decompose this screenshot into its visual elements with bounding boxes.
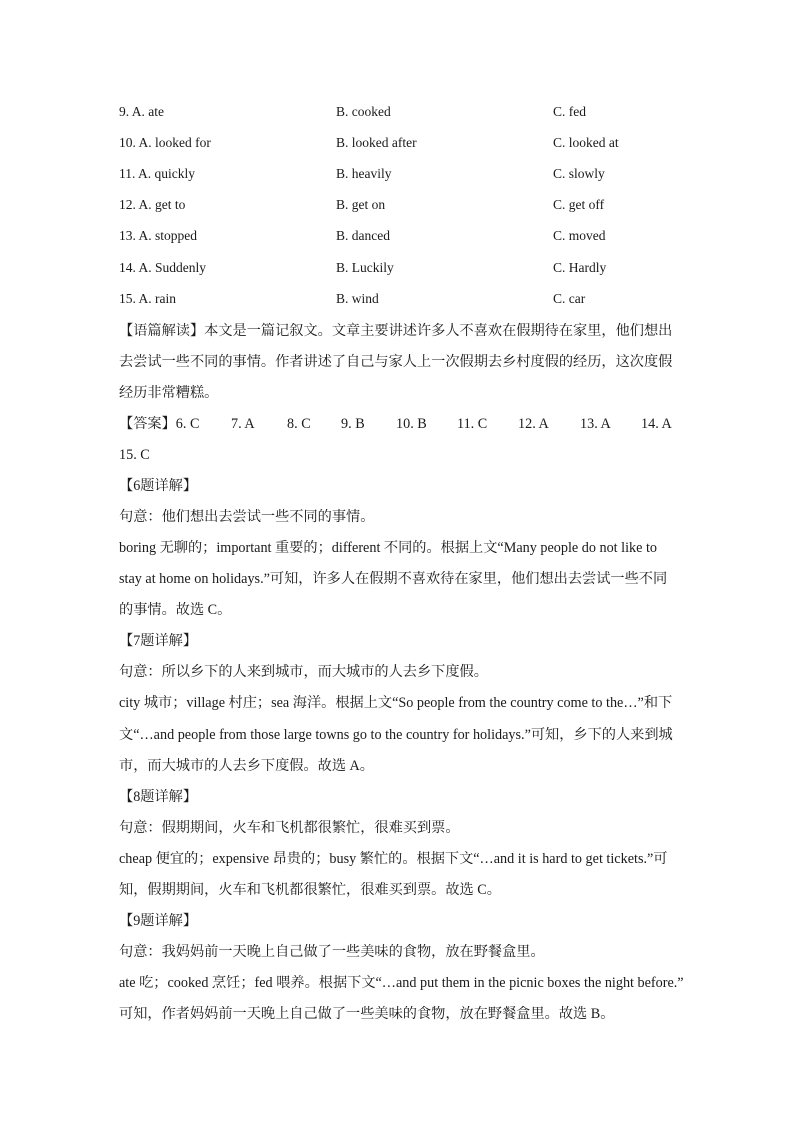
option-a: 9. A. ate (119, 104, 164, 119)
option-row-13 (119, 226, 679, 246)
answer-item: 8. C (287, 416, 311, 432)
answer-item: 11. C (457, 416, 488, 432)
option-b: B. danced (336, 228, 390, 243)
explanation-line: stay at home on holidays.”可知，许多人在假期不喜欢待在家里，他们想出去尝试一些不同 (119, 571, 668, 587)
option-b: B. wind (336, 291, 379, 306)
explanation-line: 文“…and people from those large towns go to the country for holidays.”可知，乡下的人来到城 (119, 727, 673, 743)
option-b: B. heavily (336, 166, 392, 181)
option-a: 15. A. rain (119, 291, 176, 306)
option-row-15 (119, 289, 679, 309)
option-c: C. fed (553, 104, 586, 119)
explanation-line: 句意：所以乡下的人来到城市，而大城市的人去乡下度假。 (119, 664, 488, 680)
answer-item: 13. A (580, 416, 611, 432)
option-row-9 (119, 102, 679, 122)
option-a: 12. A. get to (119, 197, 186, 212)
option-c: C. Hardly (553, 260, 607, 275)
analysis-line: 去尝试一些不同的事情。作者讲述了自己与家人上一次假期去乡村度假的经历，这次度假 (119, 354, 673, 370)
answer-item: 14. A (641, 416, 672, 432)
answer-row (119, 414, 679, 434)
answer-last: 15. C (119, 447, 150, 463)
section-heading: 【9题详解】 (119, 913, 198, 929)
answer-item: 7. A (231, 416, 255, 432)
analysis-line: 经历非常糟糕。 (119, 385, 219, 401)
option-row-10 (119, 133, 679, 153)
explanation-line: cheap 便宜的；expensive 昂贵的；busy 繁忙的。根据下文“…and it is hard to get tickets.”可 (119, 851, 668, 867)
section-heading: 【8题详解】 (119, 789, 198, 805)
option-a: 11. A. quickly (119, 166, 195, 181)
explanation-line: 句意：我妈妈前一天晚上自己做了一些美味的食物，放在野餐盒里。 (119, 944, 545, 960)
explanation-line: 句意：他们想出去尝试一些不同的事情。 (119, 509, 375, 525)
answer-label: 【答案】6. C (119, 416, 200, 432)
option-row-14 (119, 258, 679, 278)
option-c: C. slowly (553, 166, 605, 181)
option-b: B. looked after (336, 135, 417, 150)
explanation-line: 可知，作者妈妈前一天晚上自己做了一些美味的食物，放在野餐盒里。故选 B。 (119, 1006, 615, 1022)
analysis-line: 【语篇解读】本文是一篇记叙文。文章主要讲述许多人不喜欢在假期待在家里，他们想出 (119, 323, 673, 339)
explanation-line: 的事情。故选 C。 (119, 602, 232, 618)
option-a: 10. A. looked for (119, 135, 211, 150)
explanation-line: 句意：假期期间，火车和飞机都很繁忙，很难买到票。 (119, 820, 460, 836)
option-b: B. get on (336, 197, 386, 212)
option-row-11 (119, 164, 679, 184)
answer-item: 9. B (341, 416, 365, 432)
explanation-line: ate 吃；cooked 烹饪；fed 喂养。根据下文“…and put them in the picnic boxes the night before.” (119, 975, 684, 991)
option-a: 13. A. stopped (119, 228, 198, 243)
explanation-line: 知，假期期间，火车和飞机都很繁忙，很难买到票。故选 C。 (119, 882, 501, 898)
section-heading: 【7题详解】 (119, 633, 198, 649)
answer-item: 12. A (518, 416, 549, 432)
option-row-12 (119, 195, 679, 215)
answer-item: 10. B (396, 416, 427, 432)
option-a: 14. A. Suddenly (119, 260, 207, 275)
explanation-line: 市，而大城市的人去乡下度假。故选 A。 (119, 758, 374, 774)
option-b: B. cooked (336, 104, 391, 119)
option-c: C. get off (553, 197, 605, 212)
explanation-line: boring 无聊的；important 重要的；different 不同的。根据上文“Many people do not like to (119, 540, 658, 556)
option-c: C. moved (553, 228, 606, 243)
option-b: B. Luckily (336, 260, 394, 275)
section-heading: 【6题详解】 (119, 478, 198, 494)
explanation-line: city 城市；village 村庄；sea 海洋。根据上文“So people from the country come to the…”和下 (119, 695, 673, 711)
option-c: C. car (553, 291, 586, 306)
option-c: C. looked at (553, 135, 619, 150)
